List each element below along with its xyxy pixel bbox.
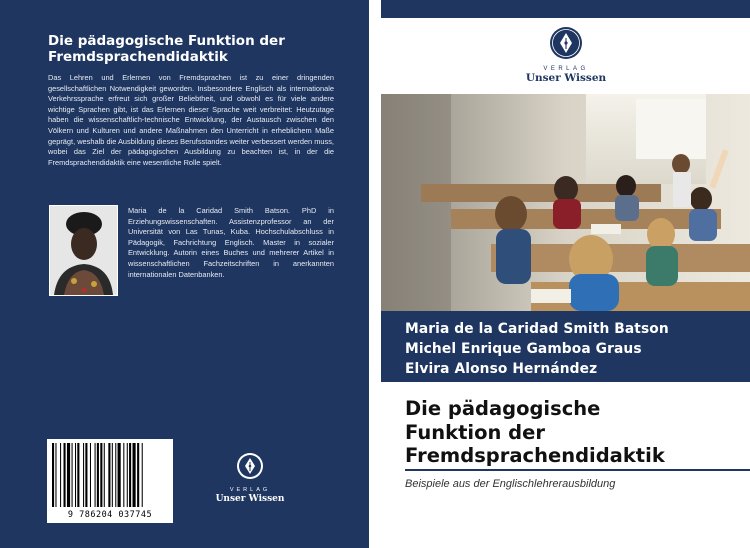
front-cover <box>381 0 750 548</box>
back-title-line: Fremdsprachendidaktik <box>48 49 228 65</box>
title-line: Fremdsprachendidaktik <box>405 444 665 467</box>
publisher-name: Unser Wissen <box>215 494 285 504</box>
author-bio: Maria de la Caridad Smith Batson. PhD in Erziehungswissenschaften. Assistenzprofessor an der Universität von Las Tunas, Kuba. Hochschulabschluss in Pädagogik, Fachrichtung Englisch. Master in sozialer Entwicklung. Autorin eines Buches und mehrerer Artikel in wissenschaftlichen Fachzeitschriften in anerkannten internationalen Datenbanken. <box>128 206 334 279</box>
subtitle: Beispiele aus der Englischlehrerausbildung <box>405 478 616 490</box>
publisher-label: VERLAG <box>229 487 271 493</box>
back-cover <box>0 0 369 548</box>
back-title-line: Die pädagogische Funktion der <box>48 33 285 49</box>
pen-nib-icon <box>549 26 583 60</box>
back-publisher-logo <box>205 452 295 502</box>
barcode <box>47 439 173 523</box>
front-cover-title <box>405 397 735 468</box>
back-cover-title <box>48 33 338 65</box>
title-line: Die pädagogische <box>405 397 601 420</box>
cover-photo <box>381 94 750 311</box>
isbn-number: 9 786204 037745 <box>67 510 153 520</box>
authors-band <box>381 311 750 382</box>
author-name: Maria de la Caridad Smith Batson <box>405 321 669 337</box>
book-description: Das Lehren und Erlernen von Fremdsprachen ist zu einer dringenden gesellschaftlichen Notwendigkeit geworden. Insbesondere Englisch als internationale Verkehrssprache erfreut sich großer Beliebtheit, und obwohl es für viele andere wichtige Sprachen gibt, ist das Erlernen dieser Sprache weit verbreitet: Heutzutage haben die wissenschaftlich-technische Entwicklung, der Austausch zwischen den Völkern und Kulturen und andere Maßnahmen den Unterricht in erheblichem Maße geprägt, weshalb die Ausbildung dieses Berufsstandes weiter verbessert werden muss, wobei das Ziel der pädagogischen Ausbildung zu beachten ist, in der die Fremdsprachendidaktik eine wesentliche Rolle spielt. <box>48 73 334 167</box>
author-photo <box>49 205 118 296</box>
publisher-label: VERLAG <box>543 66 589 72</box>
author-name: Elvira Alonso Hernández <box>405 361 598 377</box>
author-name: Michel Enrique Gamboa Graus <box>405 341 642 357</box>
top-band <box>381 0 750 18</box>
title-line: Funktion der <box>405 420 545 444</box>
barcode-bars <box>50 443 170 509</box>
title-divider <box>405 469 750 471</box>
publisher-name: Unser Wissen <box>525 72 607 84</box>
spine <box>369 0 381 548</box>
pen-nib-icon <box>236 452 264 480</box>
front-publisher-logo <box>511 26 621 86</box>
